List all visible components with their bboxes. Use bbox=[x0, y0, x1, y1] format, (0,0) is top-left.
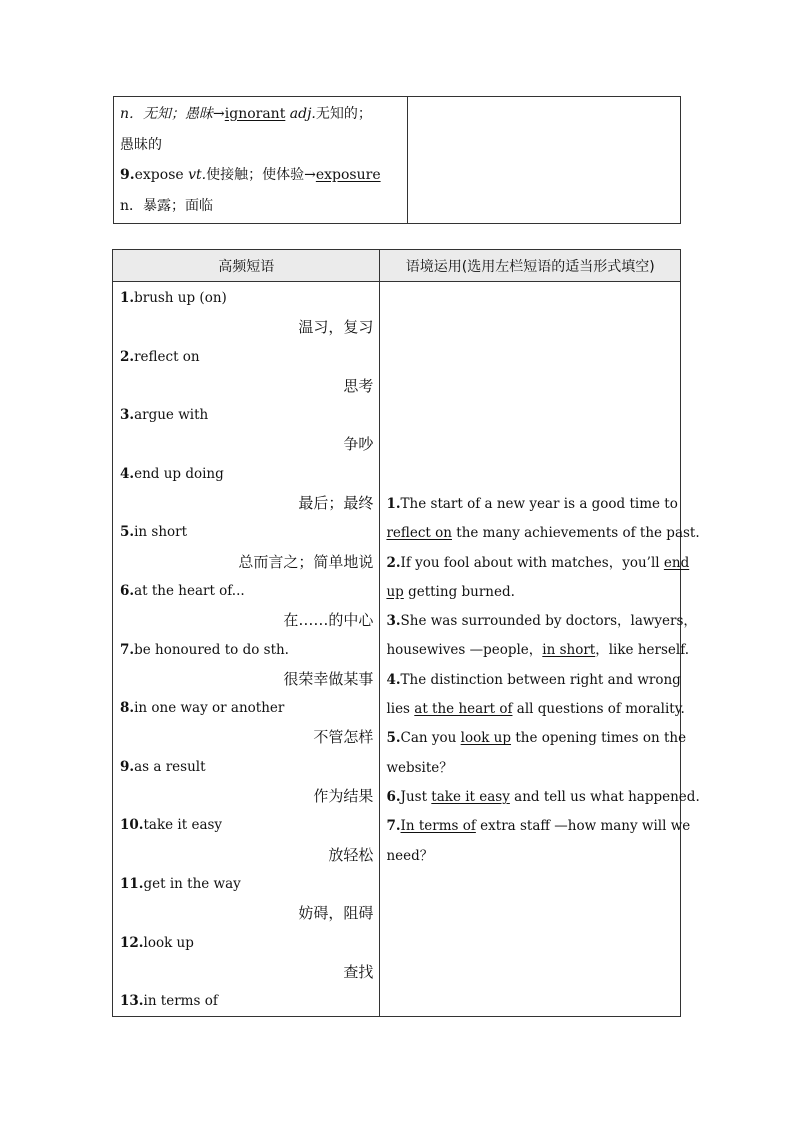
example-line: 6.Just take it easy and tell us what happened. bbox=[386, 788, 700, 805]
phrase-number: 6. bbox=[120, 582, 135, 599]
vocab-cell bbox=[114, 97, 408, 224]
phrase-meaning: 思考 bbox=[343, 376, 374, 395]
phrase-text: end up doing bbox=[134, 465, 224, 482]
phrase-meaning: 争吵 bbox=[343, 435, 374, 454]
phrase-number: 9. bbox=[120, 758, 135, 775]
word-gloss: n．无知；愚昧→ bbox=[120, 106, 225, 122]
phrase-text: reflect on bbox=[134, 348, 200, 365]
phrase-number: 8. bbox=[120, 700, 135, 717]
phrase-meaning: 作为结果 bbox=[313, 787, 374, 806]
phrase-number: 3. bbox=[120, 407, 135, 424]
example-cell bbox=[380, 282, 700, 1017]
phrase-meaning: 很荣幸做某事 bbox=[283, 669, 374, 688]
phrase-number: 12. bbox=[120, 934, 144, 951]
answer-blank: at the heart of bbox=[414, 701, 513, 718]
header-context-usage: 语境运用(选用左栏短语的适当形式填空) bbox=[380, 250, 681, 282]
phrase-text: look up bbox=[143, 934, 194, 951]
example-line: website？ bbox=[386, 759, 453, 776]
phrase-item bbox=[120, 753, 373, 782]
phrase-text: in short bbox=[134, 524, 188, 541]
phrase-text: in one way or another bbox=[134, 700, 285, 717]
example-line: need？ bbox=[386, 847, 434, 864]
pos-tag: vt. bbox=[188, 167, 207, 183]
phrase-text: argue with bbox=[134, 407, 209, 424]
phrase-item bbox=[120, 929, 373, 958]
answer-blank: In terms of bbox=[400, 818, 476, 835]
phrase-table bbox=[112, 249, 700, 1017]
phrase-meaning: 查找 bbox=[343, 962, 374, 981]
example-line: 3.She was surrounded by doctors，lawyers， bbox=[386, 613, 697, 630]
phrase-item bbox=[120, 577, 373, 606]
phrase-item bbox=[120, 460, 373, 489]
answer-blank: take it easy bbox=[431, 788, 510, 805]
example-line: housewives —people，in short，like herself. bbox=[386, 642, 690, 659]
phrase-text: get in the way bbox=[143, 875, 241, 892]
word: expose bbox=[134, 167, 189, 183]
example-line: 4.The distinction between right and wrong bbox=[386, 671, 681, 688]
vocab-line: n．暴露；面临 bbox=[120, 197, 214, 214]
answer-blank: look up bbox=[460, 730, 512, 747]
example-line: reflect on the many achievements of the past. bbox=[386, 525, 700, 542]
example-line: 2.If you fool about with matches，you’ll end bbox=[386, 554, 690, 571]
answer-blank: exposure bbox=[315, 167, 381, 183]
answer-blank: ignorant bbox=[224, 106, 286, 122]
phrase-meaning: 放轻松 bbox=[328, 845, 374, 864]
answer-blank: in short bbox=[542, 642, 596, 659]
phrase-number: 10. bbox=[120, 817, 144, 834]
word-gloss: 使接触；使体验→ bbox=[206, 167, 316, 183]
phrase-item bbox=[120, 343, 373, 372]
phrase-item bbox=[120, 987, 373, 1016]
phrase-text: in terms of bbox=[143, 993, 218, 1010]
vocab-line bbox=[120, 99, 401, 130]
phrase-meaning: 总而言之；简单地说 bbox=[238, 552, 374, 571]
empty-cell bbox=[408, 97, 681, 224]
phrase-list-cell bbox=[113, 282, 380, 1017]
phrase-item bbox=[120, 636, 373, 665]
phrase-meaning: 妨碍，阻碍 bbox=[298, 904, 374, 923]
answer-blank: reflect on bbox=[386, 525, 452, 542]
example-line: up getting burned. bbox=[386, 583, 515, 600]
phrase-text: at the heart of... bbox=[134, 582, 245, 599]
phrase-meaning: 最后；最终 bbox=[298, 494, 374, 513]
phrase-number: 1. bbox=[120, 290, 135, 306]
phrase-number: 2. bbox=[120, 348, 135, 365]
phrase-number: 5. bbox=[120, 524, 135, 541]
header-phrases: 高频短语 bbox=[113, 250, 380, 282]
phrase-item bbox=[120, 401, 373, 430]
phrase-item bbox=[120, 284, 373, 313]
example-line: 5.Can you look up the opening times on the bbox=[386, 730, 687, 747]
phrase-meaning: 在……的中心 bbox=[283, 611, 374, 630]
item-number: 9. bbox=[120, 167, 135, 183]
phrase-number: 4. bbox=[120, 465, 135, 482]
phrase-meaning: 温习，复习 bbox=[298, 318, 374, 337]
vocab-line: 愚昧的 bbox=[120, 136, 162, 153]
vocab-line bbox=[120, 160, 401, 191]
phrase-text: brush up (on) bbox=[134, 290, 227, 306]
pos-tag: adj. bbox=[289, 106, 316, 122]
example-line: lies at the heart of all questions of morality. bbox=[386, 701, 685, 718]
word-gloss: 无知的； bbox=[315, 106, 372, 122]
phrase-number: 11. bbox=[120, 875, 144, 892]
phrase-text: take it easy bbox=[143, 817, 223, 834]
phrase-number: 13. bbox=[120, 993, 144, 1010]
phrase-text: be honoured to do sth. bbox=[134, 641, 289, 658]
phrase-number: 7. bbox=[120, 641, 135, 658]
phrase-item bbox=[120, 518, 373, 547]
phrase-item bbox=[120, 694, 373, 723]
answer-blank: up bbox=[386, 583, 404, 600]
phrase-text: as a result bbox=[134, 758, 206, 775]
example-sentences bbox=[386, 490, 700, 871]
phrase-item bbox=[120, 811, 373, 840]
vocab-continuation-table bbox=[113, 96, 681, 224]
phrase-item bbox=[120, 870, 373, 899]
example-line: 7.In terms of extra staff —how many will we bbox=[386, 818, 691, 835]
phrase-meaning: 不管怎样 bbox=[313, 728, 374, 747]
example-line: 1.The start of a new year is a good time to bbox=[386, 496, 678, 512]
answer-blank: end bbox=[663, 554, 690, 571]
